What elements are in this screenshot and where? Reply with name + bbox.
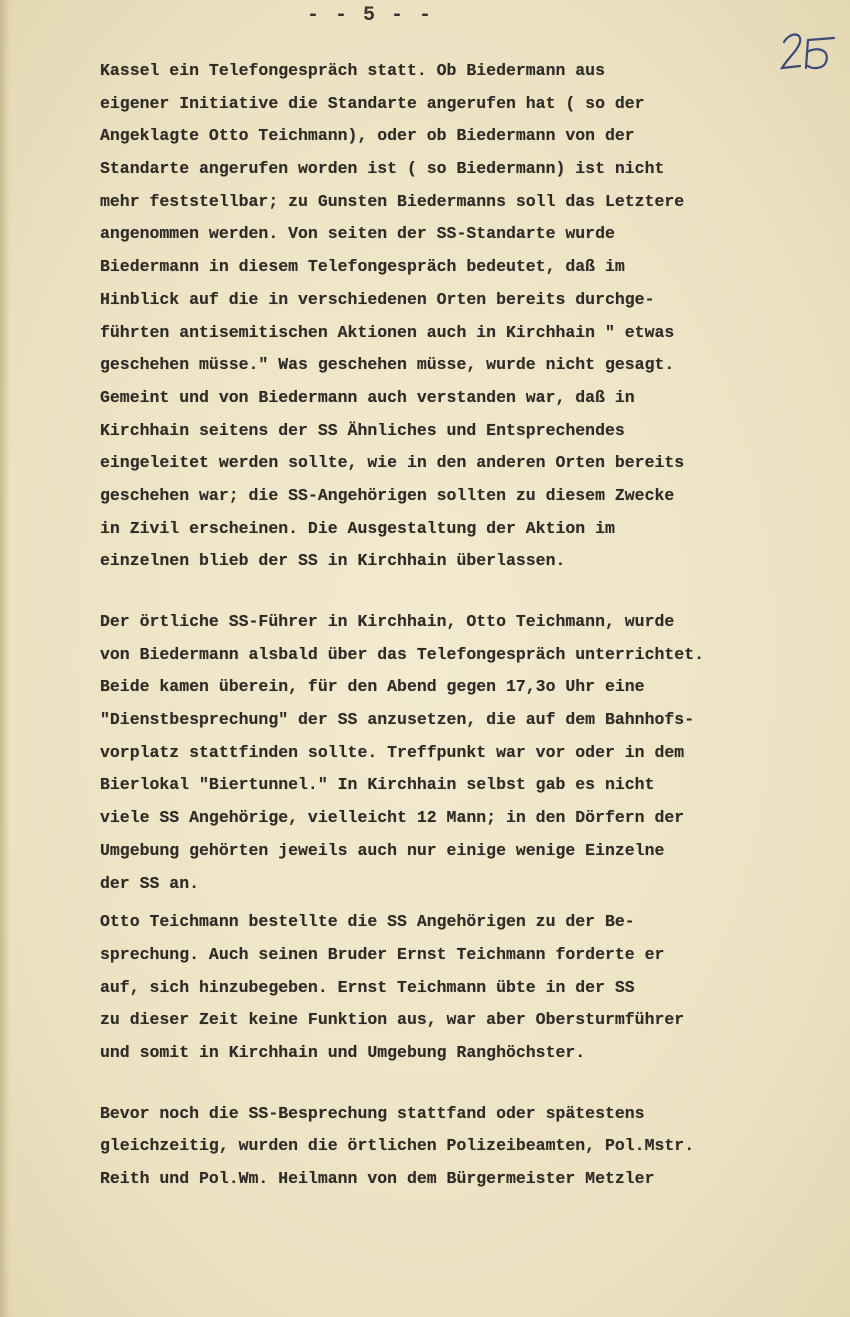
text-line: sprechung. Auch seinen Bruder Ernst Teichmann forderte er [100, 944, 665, 964]
text-line: eingeleitet werden sollte, wie in den anderen Orten bereits [100, 453, 685, 473]
text-line: Kassel ein Telefongespräch statt. Ob Biedermann aus [100, 61, 605, 80]
paragraph [100, 606, 800, 900]
text-line: führten antisemitischen Aktionen auch in Kirchhain " etwas [100, 322, 675, 342]
text-line: von Biedermann alsbald über das Telefongespräch unterrichtet. [100, 644, 704, 664]
text-line: Otto Teichmann bestellte die SS Angehörigen zu der Be- [100, 912, 635, 932]
text-line: gleichzeitig, wurden die örtlichen Polizeibeamten, Pol.Mstr. [100, 1136, 695, 1156]
text-line: Beide kamen überein, für den Abend gegen 17,3o Uhr eine [100, 677, 645, 697]
paragraph [100, 55, 800, 578]
text-line: in Zivil erscheinen. Die Ausgestaltung der Aktion im [100, 518, 615, 538]
text-line: Der örtliche SS-Führer in Kirchhain, Otto Teichmann, wurde [100, 612, 675, 631]
document-body [100, 55, 800, 1196]
text-line: auf, sich hinzubegeben. Ernst Teichmann übte in der SS [100, 977, 635, 997]
text-line: Hinblick auf die in verschiedenen Orten bereits durchge- [100, 289, 655, 309]
text-line: "Dienstbesprechung" der SS anzusetzen, die auf dem Bahnhofs- [100, 710, 695, 730]
text-line: Gemeint und von Biedermann auch verstanden war, daß in [100, 387, 635, 407]
text-line: Reith und Pol.Wm. Heilmann von dem Bürgermeister Metzler [100, 1169, 655, 1188]
text-line: der SS an. [100, 873, 200, 893]
paragraph [100, 1098, 800, 1196]
text-line: Biedermann in diesem Telefongespräch bedeutet, daß im [100, 257, 625, 277]
page-number: - - 5 - - [306, 4, 434, 27]
text-line: Standarte angerufen worden ist ( so Biedermann) ist nicht [100, 159, 665, 179]
text-line: Angeklagte Otto Teichmann), oder ob Biedermann von der [100, 126, 635, 146]
paragraph-spacer [100, 1070, 800, 1098]
paragraph-spacer [100, 578, 800, 606]
text-line: mehr feststellbar; zu Gunsten Biedermanns soll das Letztere [100, 191, 685, 211]
text-line: Bevor noch die SS-Besprechung stattfand oder spätestens [100, 1103, 645, 1123]
page-edge-shadow [0, 0, 10, 1317]
text-line: Umgebung gehörten jeweils auch nur einige wenige Einzelne [100, 840, 665, 860]
text-line: einzelnen blieb der SS in Kirchhain überlassen. [100, 551, 566, 571]
paragraph [100, 906, 800, 1069]
text-line: viele SS Angehörige, vielleicht 12 Mann; in den Dörfern der [100, 808, 685, 828]
text-line: angenommen werden. Von seiten der SS-Standarte wurde [100, 224, 615, 244]
text-line: Kirchhain seitens der SS Ähnliches und Entsprechendes [100, 420, 625, 440]
text-line: vorplatz stattfinden sollte. Treffpunkt war vor oder in dem [100, 742, 685, 762]
text-line: zu dieser Zeit keine Funktion aus, war aber Obersturmführer [100, 1010, 685, 1030]
text-line: eigener Initiative die Standarte angerufen hat ( so der [100, 93, 645, 113]
text-line: geschehen müsse." Was geschehen müsse, wurde nicht gesagt. [100, 355, 675, 375]
text-line: und somit in Kirchhain und Umgebung Ranghöchster. [100, 1042, 586, 1062]
text-line: geschehen war; die SS-Angehörigen sollten zu diesem Zwecke [100, 485, 675, 505]
text-line: Bierlokal "Biertunnel." In Kirchhain selbst gab es nicht [100, 775, 655, 795]
